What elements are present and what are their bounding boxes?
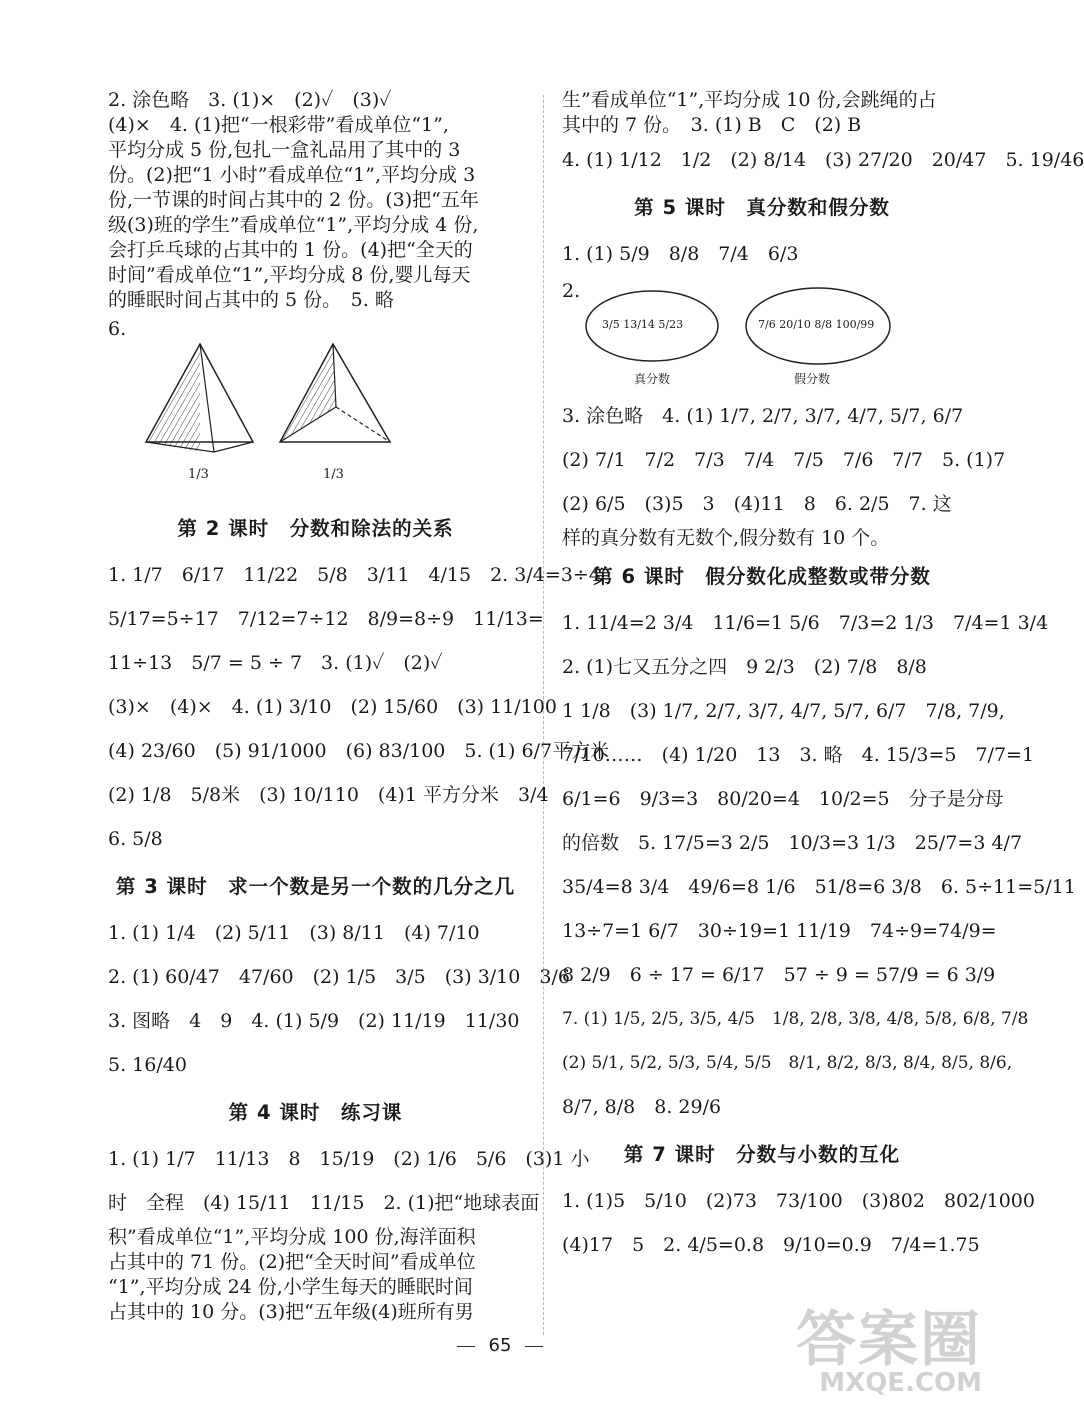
triangle-left	[146, 344, 253, 452]
answer-line: (2) 5/1, 5/2, 5/3, 5/4, 5/5 8/1, 8/2, 8/3, 8/4, 8/5, 8/6,	[562, 1053, 1013, 1073]
question-label: 6.	[108, 318, 127, 340]
ellipse-1-content: 3/5 13/14 5/23	[602, 318, 684, 331]
text-line: 份。(2)把“1 小时”看成单位“1”,平均分成 3	[108, 164, 476, 186]
text-line: 的睡眠时间占其中的 5 份。 5. 略	[108, 289, 394, 311]
triangle-right	[280, 344, 390, 442]
question-label: 2.	[562, 280, 581, 302]
answer-line: 35/4=8 3/4 49/6=8 1/6 51/8=6 3/8 6. 5÷11=5/11	[562, 876, 1076, 898]
triangles-diagram	[108, 342, 508, 462]
answer-line: 13÷7=1 6/7 30÷19=1 11/19 74÷9=74/9=	[562, 920, 997, 942]
section-heading-lesson-2: 第 2 课时 分数和除法的关系	[177, 517, 454, 540]
ellipse-2-label: 假分数	[794, 372, 831, 386]
answer-line: 1. (1) 1/4 (2) 5/11 (3) 8/11 (4) 7/10	[108, 922, 480, 944]
section-heading-lesson-3: 第 3 课时 求一个数是另一个数的几分之几	[115, 875, 516, 898]
answer-line: (4) 23/60 (5) 91/1000 (6) 83/100 5. (1) 6/7平方米	[108, 740, 610, 762]
watermark-url: MXQE.COM	[819, 1368, 982, 1398]
section-heading-lesson-6: 第 6 课时 假分数化成整数或带分数	[593, 565, 931, 588]
text-line: 会打乒乓球的占其中的 1 份。(4)把“全天的	[108, 239, 473, 261]
answer-line: 2. (1) 60/47 47/60 (2) 1/5 3/5 (3) 3/10 3/6	[108, 966, 570, 988]
answer-line: 5/17=5÷17 7/12=7÷12 8/9=8÷9 11/13=	[108, 608, 544, 630]
page-number-text: 65	[488, 1335, 512, 1356]
triangle-label-left: 1/3	[188, 467, 209, 482]
answer-line: 1. 11/4=2 3/4 11/6=1 5/6 7/3=2 1/3 7/4=1 3/4	[562, 612, 1049, 634]
text-line: 2. 涂色略 3. (1)× (2)✓ (3)✓	[108, 89, 392, 111]
answer-line: 1 1/8 (3) 1/7, 2/7, 3/7, 4/7, 5/7, 6/7 7/8, 7/9,	[562, 700, 1005, 722]
page-number-dash-right	[525, 1346, 543, 1347]
answer-line: 2. (1)七又五分之四 9 2/3 (2) 7/8 8/8	[562, 656, 927, 678]
answer-line: (3)× (4)× 4. (1) 3/10 (2) 15/60 (3) 11/100	[108, 696, 557, 718]
answer-line: 3. 图略 4 9 4. (1) 5/9 (2) 11/19 11/30	[108, 1010, 520, 1032]
text-line: 其中的 7 份。 3. (1) B C (2) B	[562, 114, 862, 136]
answer-line: 3. 涂色略 4. (1) 1/7, 2/7, 3/7, 4/7, 5/7, 6/7	[562, 405, 964, 427]
answer-line: (2) 6/5 (3)5 3 (4)11 8 6. 2/5 7. 这	[562, 493, 952, 515]
answer-line: (2) 1/8 5/8米 (3) 10/110 (4)1 平方分米 3/4	[108, 784, 549, 806]
answer-line: 8/7, 8/8 8. 29/6	[562, 1096, 722, 1118]
answer-line: 1. (1)5 5/10 (2)73 73/100 (3)802 802/1000	[562, 1190, 1035, 1212]
text-line: (4)× 4. (1)把“一根彩带”看成单位“1”,	[108, 114, 449, 136]
answer-line: 1. 1/7 6/17 11/22 5/8 3/11 4/15 2. 3/4=3÷4	[108, 564, 601, 586]
text-line: 生”看成单位“1”,平均分成 10 份,会跳绳的占	[562, 89, 937, 111]
section-heading-lesson-4: 第 4 课时 练习课	[228, 1101, 403, 1124]
ellipse-figure	[562, 280, 962, 390]
answer-line: 1. (1) 5/9 8/8 7/4 6/3	[562, 243, 799, 265]
left-column	[108, 88, 610, 1325]
text-line: 级(3)班的学生”看成单位“1”,平均分成 4 份,	[108, 214, 479, 236]
answer-line: 6/1=6 9/3=3 80/20=4 10/2=5 分子是分母	[562, 788, 1004, 810]
text-line: 样的真分数有无数个,假分数有 10 个。	[562, 527, 890, 549]
text-line: 占其中的 71 份。(2)把“全天时间”看成单位	[108, 1251, 476, 1273]
answer-line: (4)17 5 2. 4/5=0.8 9/10=0.9 7/4=1.75	[562, 1234, 980, 1256]
text-line: “1”,平均分成 24 份,小学生每天的睡眠时间	[108, 1276, 473, 1298]
text-line: 积”看成单位“1”,平均分成 100 份,海洋面积	[108, 1226, 476, 1248]
watermark-big-text: 答案圈	[796, 1305, 982, 1375]
section-heading-lesson-7: 第 7 课时 分数与小数的互化	[623, 1143, 901, 1166]
answer-line: 8 2/9 6 ÷ 17 = 6/17 57 ÷ 9 = 57/9 = 6 3/9	[562, 964, 996, 986]
text-line: 占其中的 10 分。(3)把“五年级(4)班所有男	[108, 1301, 474, 1323]
answer-line: 5. 16/40	[108, 1054, 187, 1076]
watermark-logo	[692, 1292, 992, 1402]
answer-line: 的倍数 5. 17/5=3 2/5 10/3=3 1/3 25/7=3 4/7	[562, 832, 1023, 854]
answer-line: 7/10…… (4) 1/20 13 3. 略 4. 15/3=5 7/7=1	[562, 744, 1035, 766]
answer-line: 1. (1) 1/7 11/13 8 15/19 (2) 1/6 5/6 (3)1 小	[108, 1148, 590, 1170]
triangle-label-right: 1/3	[323, 467, 344, 482]
text-line: 时间”看成单位“1”,平均分成 8 份,婴儿每天	[108, 264, 471, 286]
ellipse-2-content: 7/6 20/10 8/8 100/99	[758, 318, 875, 331]
answer-line: 7. (1) 1/5, 2/5, 3/5, 4/5 1/8, 2/8, 3/8, 4/8, 5/8, 6/8, 7/8	[562, 1009, 1029, 1029]
text-line: 份,一节课的时间占其中的 2 份。(3)把“五年	[108, 189, 479, 211]
triangle-figure	[108, 317, 523, 503]
section-heading-lesson-5: 第 5 课时 真分数和假分数	[634, 196, 890, 219]
page-number-dash-left	[457, 1346, 475, 1347]
answer-line: 时 全程 (4) 15/11 11/15 2. (1)把“地球表面	[108, 1192, 540, 1214]
answer-line: 11÷13 5/7 = 5 ÷ 7 3. (1)✓ (2)✓	[108, 652, 443, 674]
answer-line: 4. (1) 1/12 1/2 (2) 8/14 (3) 27/20 20/47 5. 19/46	[562, 149, 1084, 171]
answer-line: (2) 7/1 7/2 7/3 7/4 7/5 7/6 7/7 5. (1)7	[562, 449, 1006, 471]
answer-line: 6. 5/8	[108, 828, 163, 850]
ellipse-1-label: 真分数	[634, 372, 671, 386]
text-line: 平均分成 5 份,包扎一盒礼品用了其中的 3	[108, 139, 461, 161]
right-column	[562, 88, 1084, 1267]
